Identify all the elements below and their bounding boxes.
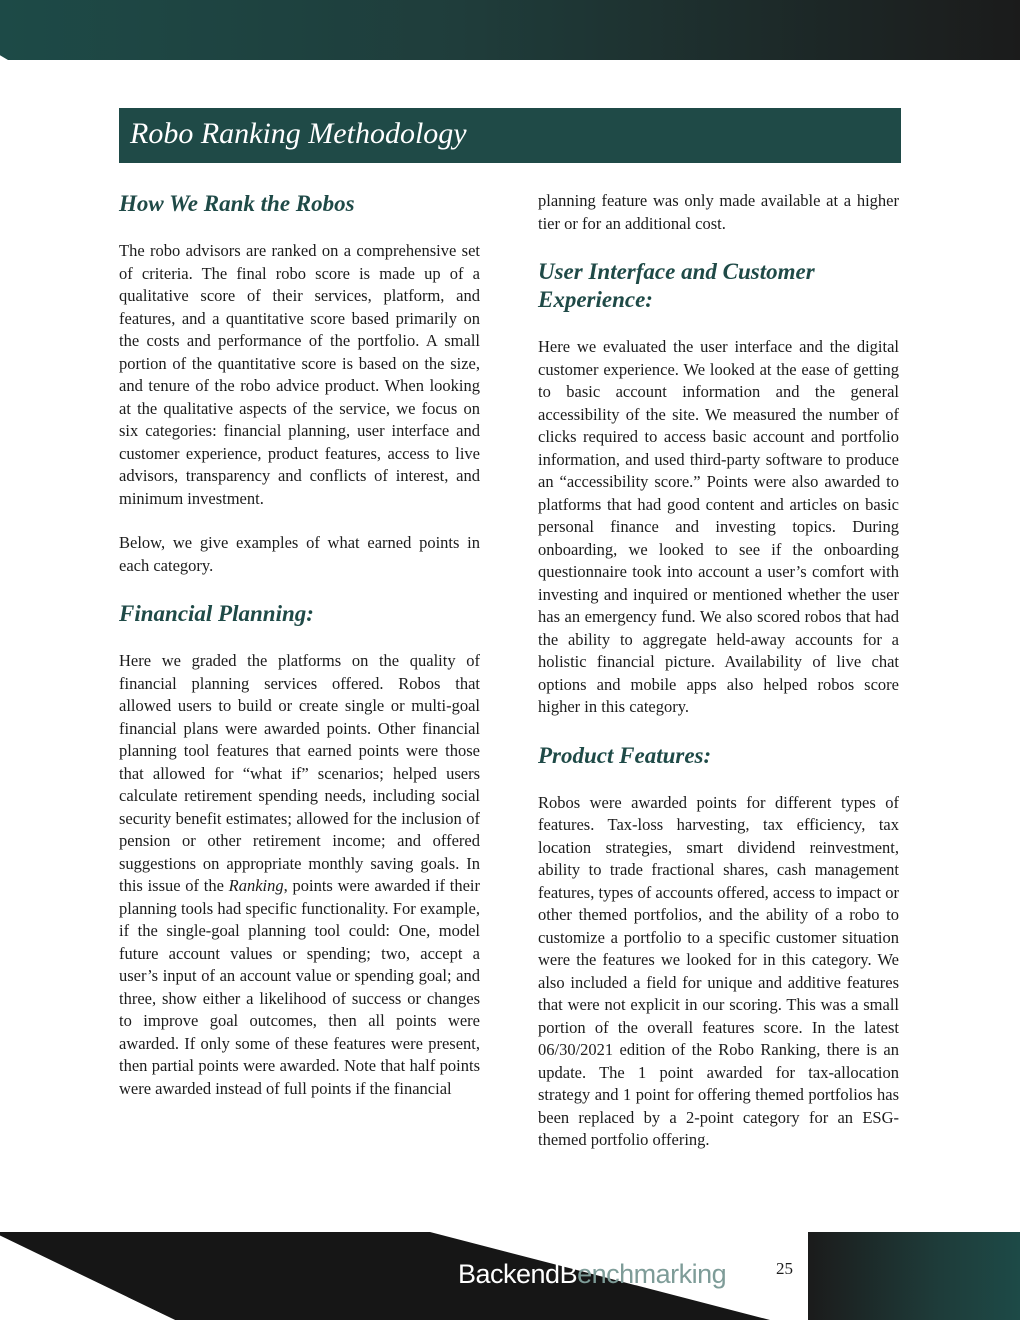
paragraph-product-features: Robos were awarded points for different types of features. Tax-loss harvesting, tax efficiency, tax location strategies, smart dividend reinvestment, ability to trade fractional shares, cash management features, types of accounts offered, access to impact or other themed portfolios, and the ability of a robo to customize a portfolio to a specific customer situation were the features we looked for in this category. We also included a field for unique and additive features that were not explicit in our scoring. This was a small portion of the overall features score. In the latest 06/30/2021 edition of the Robo Ranking, there is an update. The 1 point awarded for tax-allocation strategy and 1 point for offering themed portfolios has been replaced by a 2-point category for an ESG-themed portfolio offering. xyxy=(538,792,899,1149)
top-decorative-bar xyxy=(0,0,1020,60)
page-number: 25 xyxy=(776,1259,793,1278)
title-banner xyxy=(119,108,901,163)
section-heading-product-features: Product Features: xyxy=(538,742,712,768)
section-heading-financial-planning: Financial Planning: xyxy=(119,601,314,626)
paragraph-user-interface: Here we evaluated the user interface and the digital customer experience. We looked at the ease of getting to basic account information and the general accessibility of the site. We measured the number of clicks required to access basic account and portfolio information, and used third-party software to produce an “accessibility score.” Points were also awarded to platforms that had good content and articles on basic personal finance and investing topics. During onboarding, we looked to see if the onboarding questionnaire took into account a user’s comfort with investing and inquired or mentioned whether the user has an emergency fund. We also scored robos that had the ability to aggregate held-away accounts for a holistic financial picture. Availability of live chat options and mobile apps also helped robos score higher in this category. xyxy=(538,337,899,716)
footer-accent-block xyxy=(808,1232,1020,1320)
fp-text-part-2: , points were awarded if their planning tools had specific functionality. For example, if the single-goal planning tool could: One, model future account values or spending; two, accept a user’s input of an account value or spending goal; and three, show either a likelihood of success or changes to improve goal outcomes, then all points were awarded. If only some of these features were present, then partial points were awarded. Note that half points were awarded instead of full points if the financial xyxy=(119,876,481,1098)
paragraph-how-we-rank: The robo advisors are ranked on a comprehensive set of criteria. The final robo score is made up of a qualitative score of their services, platform, and features, and a quantitative score based primarily on the costs and performance of the portfolio. A small portion of the quantitative score is based on the size, and tenure of the robo advice product. When looking at the qualitative aspects of the service, we focus on six categories: financial planning, user interface and customer experience, product features, access to live advisors, transparency and conflicts of interest, and minimum investment. xyxy=(119,241,480,508)
fp-text-part-1: Here we graded the platforms on the quality of financial planning services offered. Robos that allowed users to build or create single or multi-goal financial plans were awarded points. Other financial planning tool features that earned points were those that allowed for “what if” scenarios; helped users calculate retirement spending needs, including social security benefit estimates; allowed for the inclusion of pension or other retirement income; and offered suggestions on appropriate monthly saving goals. In this issue of the xyxy=(119,651,480,895)
brand-logo-part-1: BackendB xyxy=(458,1259,578,1289)
paragraph-examples-intro: Below, we give examples of what earned points in each category. xyxy=(119,533,480,575)
brand-logo xyxy=(458,1257,726,1291)
page-title: Robo Ranking Methodology xyxy=(130,117,467,150)
right-column xyxy=(538,190,899,1152)
paragraph-financial-planning xyxy=(119,650,480,1100)
brand-logo-part-2: enchmarking xyxy=(577,1259,727,1289)
left-column xyxy=(119,190,480,1100)
section-heading-user-interface: User Interface and Customer Experience: xyxy=(538,259,815,312)
fp-text-emphasis: Ranking xyxy=(228,876,284,895)
paragraph-financial-planning-continued: planning feature was only made available at a higher tier or for an additional cost. xyxy=(538,191,899,233)
section-heading-how-we-rank: How We Rank the Robos xyxy=(119,191,355,216)
